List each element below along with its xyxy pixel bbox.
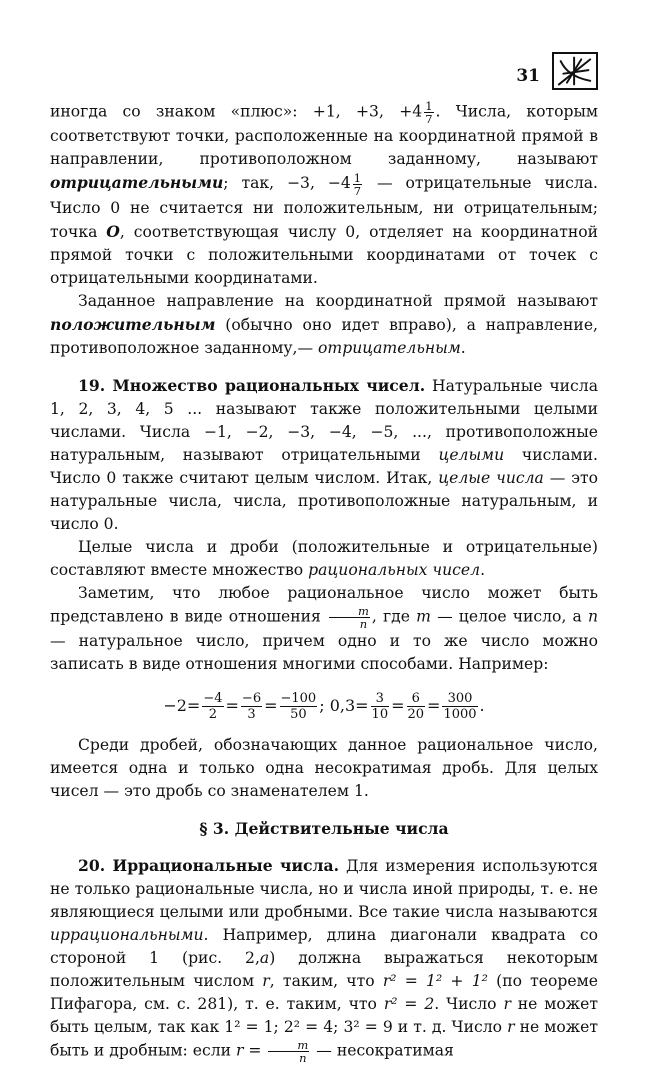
paragraph-irrational-numbers: 20. Иррациональные числа. Для измерения используются не только рациональные числа, но и числа иной природы, т. е. не являющиеся целыми или дробными. Все такие числа называются иррациональными. Например, длина диагонали квадрата со стороной 1 (рис. 2,а) должна выражаться некоторым положительным числом r, таким, что r² = 1² + 1² (по теореме Пифагора, см. с. 281), т. е. таким, что r² = 2. Число r не может быть целым, так как 1² = 1; 2² = 4; 3² = 9 и т. д. Число r не может быть и дробным: если r = $\frac{m}{n}$ — несократимая xyxy=(50,855,599,1065)
fraction-m-n: $\frac{m}{n}$ xyxy=(268,1039,309,1064)
example-formula: −2= $\frac{-4}{2}$ = $\frac{-6}{3}$ = $\frac{-100}{50}$ ; 0,3= $\frac{3}{10}$ = $\frac{6}{20}$ = $\frac{300}{1000}$ . xyxy=(163,690,485,722)
term-negative-direction: отрицательным xyxy=(318,338,461,357)
paragraph-direction: Заданное направление на координатной прямой называют положительным (обычно оно идет вправо), а направление, противоположное заданному,— отрицательным. xyxy=(50,291,598,357)
book-page xyxy=(50,48,598,1064)
term-negative: отрицательными xyxy=(50,173,224,192)
subsection-heading-20: 20. Иррациональные числа. xyxy=(78,855,340,875)
term-irrational: иррациональными xyxy=(50,925,204,944)
section-title: § 3. Действительные числа xyxy=(199,818,449,838)
paragraph-rational-set: Целые числа и дроби (положительные и отрицательные) составляют вместе множество рациональных чисел. xyxy=(50,537,598,579)
subsection-heading-19: 19. Множество рациональных чисел. xyxy=(78,375,426,395)
paragraph-rational-numbers: 19. Множество рациональных чисел. Натуральные числа 1, 2, 3, 4, 5 ... называют также положительными целыми числами. Числа −1, −2, −3, −4, −5, ..., противоположные натуральным, называют отрицательными целыми числами. Число 0 также считают целым числом. Итак, целые числа — это натуральные числа, числа, противоположные натуральным, и число 0. xyxy=(50,375,599,533)
paragraph-irreducible: Среди дробей, обозначающих данное рациональное число, имеется одна и только одна несократимая дробь. Для целых чисел — это дробь со знаменателем 1. xyxy=(50,735,598,800)
fraction: $\frac{1}{7}$ xyxy=(425,99,433,126)
publisher-emblem-icon xyxy=(552,52,598,90)
term-positive: положительным xyxy=(50,314,216,334)
fraction: $\frac{1}{7}$ xyxy=(353,170,362,198)
paragraph-ratio: Заметим, что любое рациональное число может быть представлено в виде отношения $\frac{m}{n}$ , где m — целое число, а n — натуральное число, причем одно и то же число можно записать в виде отношения многими способами. Например: xyxy=(50,583,599,673)
term-rational: рациональных чисел xyxy=(308,560,481,579)
term-integers: целые числа xyxy=(438,468,544,487)
fraction-m-n: $\frac{m}{n}$ xyxy=(329,605,370,630)
page-number: 31 xyxy=(516,66,540,86)
paragraph-negative-numbers: иногда со знаком «плюс»: +1, +3, +4 $\frac{1}{7}$ . Числа, которым соответствуют точки, расположенные на координатной прямой в направлении, противоположном заданному, называют отрицательными; так, −3, −4 $\frac{1}{7}$ — отрицательные числа. Число 0 не считается ни положительным, ни отрицательным; точка O, соответствующая числу 0, отделяет на координатной прямой точки с положительными координатами от точек с отрицательными координатами. xyxy=(50,99,598,287)
page-header xyxy=(50,48,598,100)
